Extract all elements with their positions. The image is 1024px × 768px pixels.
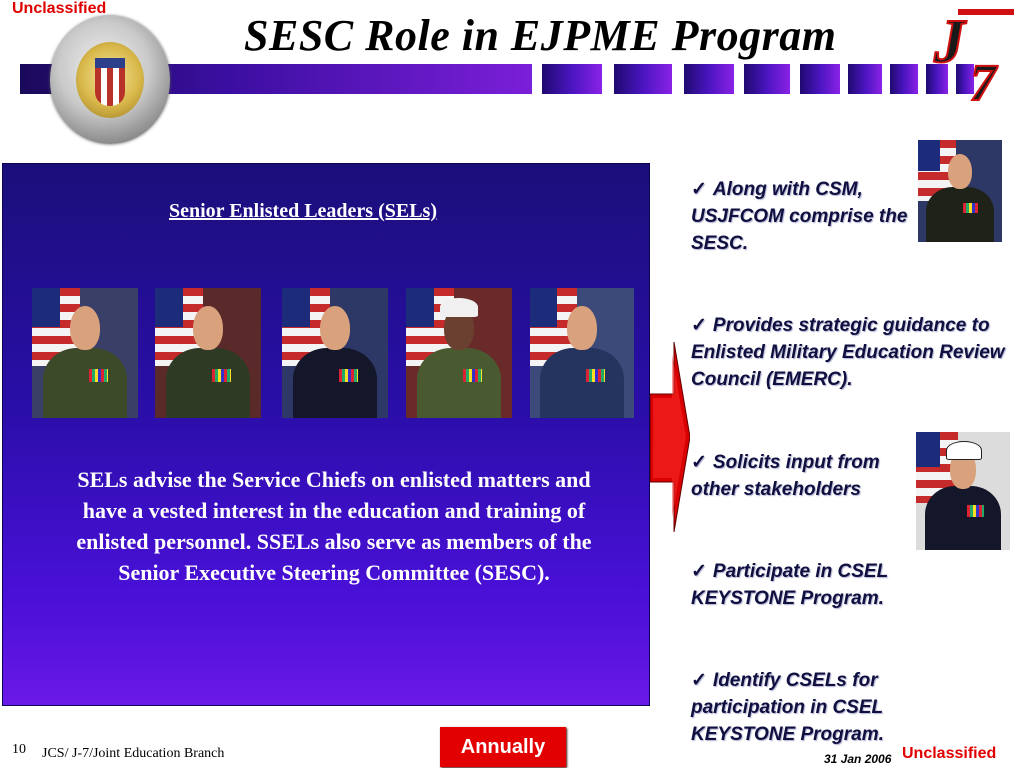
footer-date: 31 Jan 2006 xyxy=(824,752,892,766)
sel-panel xyxy=(2,163,650,706)
title-bar-square xyxy=(800,64,840,94)
arrow-right-icon xyxy=(650,342,690,532)
svg-text:7: 7 xyxy=(970,55,996,104)
panel-heading: Senior Enlisted Leaders (SELs) xyxy=(169,200,437,222)
check-icon: ✓ xyxy=(691,670,707,691)
j7-logo-icon xyxy=(928,4,1020,104)
bullet-item: ✓ Solicits input from other stakeholders xyxy=(691,452,880,500)
classification-top: Unclassified xyxy=(12,0,107,17)
page-number: 10 xyxy=(12,742,26,757)
navy-cmc-portrait-icon xyxy=(916,432,1010,550)
army-sel-portrait-2-icon xyxy=(155,288,261,418)
title-bar-square xyxy=(614,64,672,94)
check-icon: ✓ xyxy=(691,452,707,473)
page-title: SESC Role in EJPME Program xyxy=(244,11,837,60)
check-icon: ✓ xyxy=(691,561,707,582)
svg-text:J: J xyxy=(934,8,965,76)
bullet-item: ✓ Participate in CSEL KEYSTONE Program. xyxy=(691,561,888,609)
annually-badge: Annually xyxy=(440,727,566,767)
bullet-item: ✓ Along with CSM, USJFCOM comprise the SESC. xyxy=(691,179,908,254)
army-sel-portrait-icon xyxy=(32,288,138,418)
classification-bottom: Unclassified xyxy=(902,745,997,762)
usjfcom-csm-portrait-icon xyxy=(918,140,1002,242)
marine-sel-portrait-icon xyxy=(406,288,512,418)
check-icon: ✓ xyxy=(691,179,707,200)
joint-chiefs-seal-icon xyxy=(50,16,170,144)
panel-body-text: SELs advise the Service Chiefs on enlisted matters and have a vested interest in the education and training of enlisted personnel. SSELs also serve as members of the Senior Executive Steering Committee (SESC). xyxy=(76,467,592,585)
navy-sel-portrait-icon xyxy=(282,288,388,418)
title-bar-square xyxy=(684,64,734,94)
footer-org: JCS/ J-7/Joint Education Branch xyxy=(42,746,225,761)
air-force-sel-portrait-icon xyxy=(530,288,634,418)
bullet-item: ✓ Provides strategic guidance to Enlisted Military Education Review Council (EMERC). xyxy=(691,315,1005,390)
check-icon: ✓ xyxy=(691,315,707,336)
title-bar-square xyxy=(890,64,918,94)
title-bar-square xyxy=(848,64,882,94)
bullet-item: ✓ Identify CSELs for participation in CSEL KEYSTONE Program. xyxy=(691,670,884,745)
title-bar-square xyxy=(744,64,790,94)
title-bar-square xyxy=(542,64,602,94)
